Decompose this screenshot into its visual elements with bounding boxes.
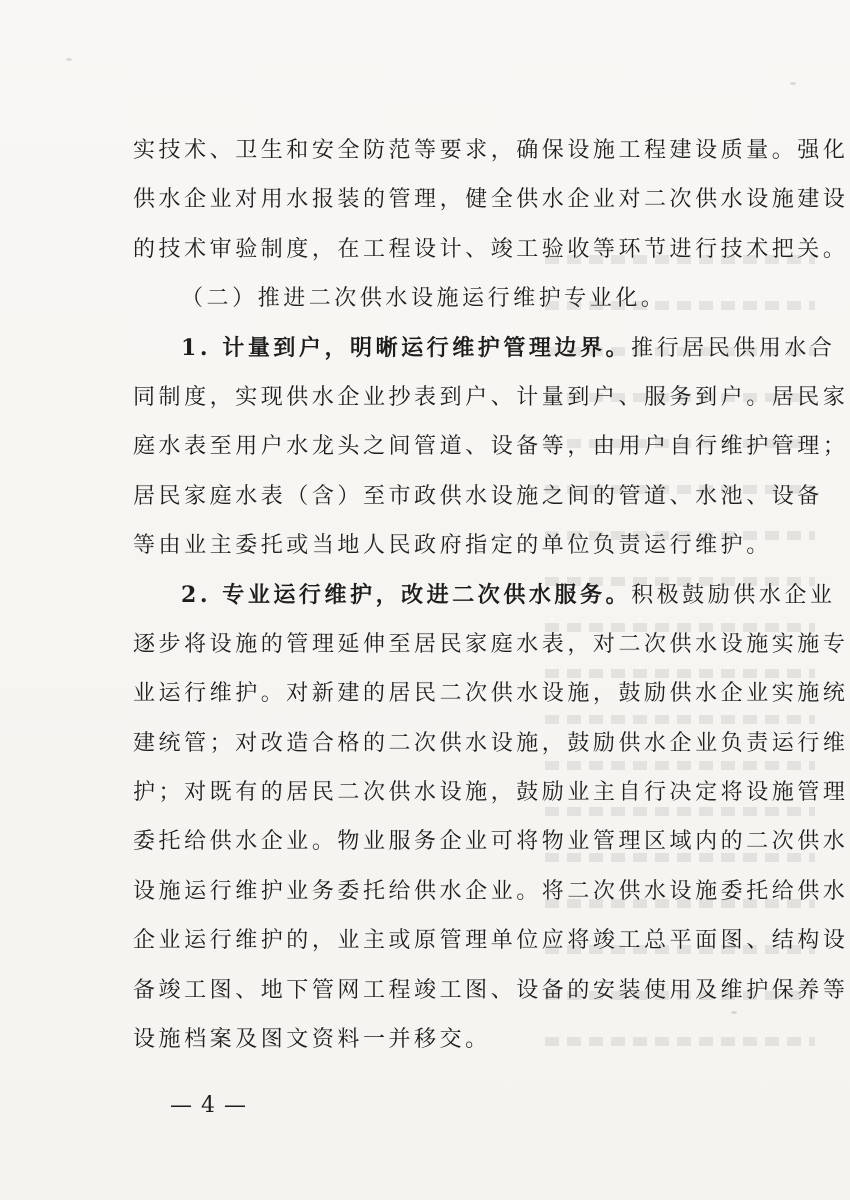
scan-speck: [66, 58, 72, 61]
text-line: 设施运行维护业务委托给供水企业。将二次供水设施委托给供水: [133, 878, 849, 904]
paragraph-lead: 2. 专业运行维护，改进二次供水服务。: [181, 581, 632, 608]
paragraph-lead: 1. 计量到户，明晰运行维护管理边界。: [181, 334, 632, 361]
text-line: 供水企业对用水报装的管理，健全供水企业对二次供水设施建设: [133, 187, 849, 213]
text-line: 庭水表至用户水龙头之间管道、设备等，由用户自行维护管理；: [133, 434, 849, 460]
paragraph-text: 推行居民供用水合: [631, 335, 836, 361]
section-heading: （二）推进二次供水设施运行维护专业化。: [181, 286, 667, 312]
text-line: 业运行维护。对新建的居民二次供水设施，鼓励供水企业实施统: [133, 681, 849, 707]
text-line: 逐步将设施的管理延伸至居民家庭水表，对二次供水设施实施专: [133, 631, 849, 657]
scan-speck: [790, 82, 796, 85]
text-line: 设施档案及图文资料一并移交。: [133, 1027, 491, 1053]
text-line: 备竣工图、地下管网工程竣工图、设备的安装使用及维护保养等: [133, 977, 849, 1003]
text-line: 实技术、卫生和安全防范等要求，确保设施工程建设质量。强化: [133, 138, 849, 163]
text-line: 护；对既有的居民二次供水设施，鼓励业主自行决定将设施管理: [133, 780, 849, 806]
text-line: 的技术审验制度，在工程设计、竣工验收等环节进行技术把关。: [133, 236, 849, 262]
paragraph-text: 积极鼓励供水企业: [631, 582, 836, 608]
text-line: 企业运行维护的，业主或原管理单位应将竣工总平面图、结构设: [133, 928, 849, 954]
document-body: [133, 126, 849, 1064]
text-line: 同制度，实现供水企业抄表到户、计量到户、服务到户。居民家: [133, 384, 849, 410]
text-line: 等由业主委托或当地人民政府指定的单位负责运行维护。: [133, 533, 772, 559]
text-line: 居民家庭水表（含）至市政供水设施之间的管道、水池、设备: [133, 483, 823, 509]
text-line: 委托给供水企业。物业服务企业可将物业管理区域内的二次供水: [133, 829, 849, 855]
numbered-paragraph: [181, 571, 836, 620]
page-number: — 4 —: [170, 1093, 247, 1118]
numbered-paragraph: [181, 324, 836, 373]
text-line: 建统管；对改造合格的二次供水设施，鼓励供水企业负责运行维: [133, 730, 849, 756]
